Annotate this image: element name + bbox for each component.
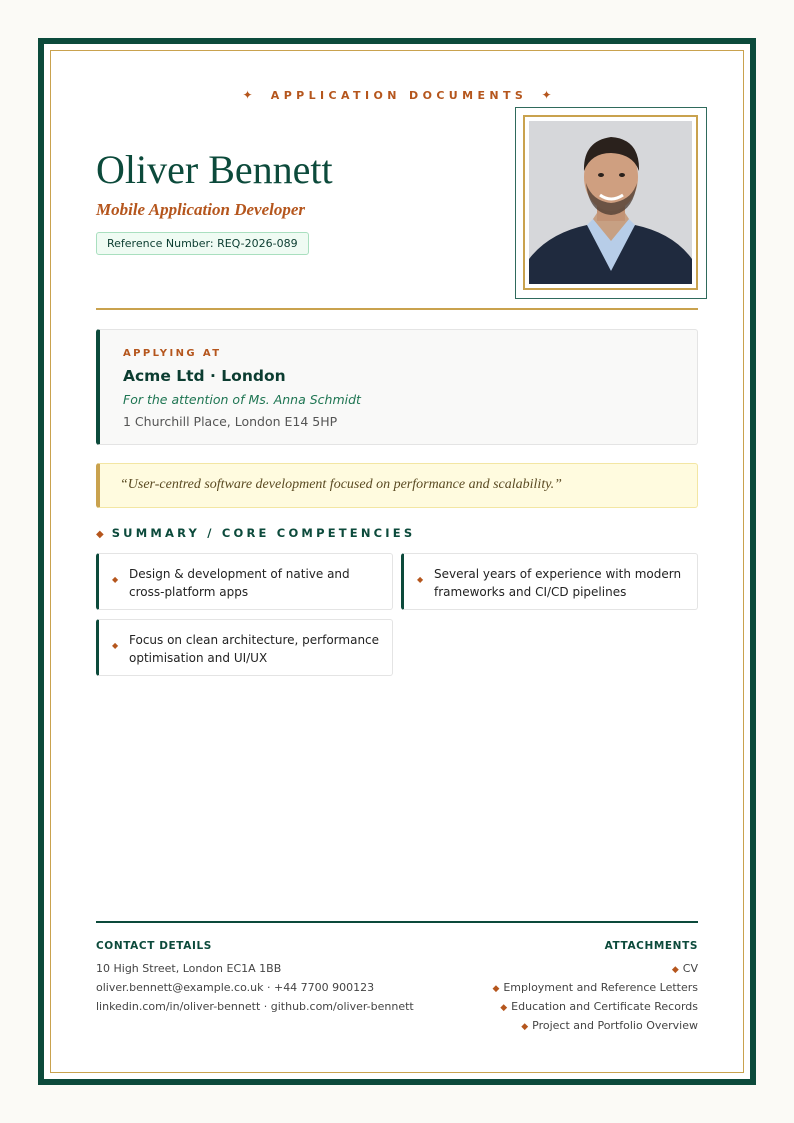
diamond-icon: ◆	[112, 575, 119, 584]
quote-text: “User-centred software development focused on performance and scalability.”	[120, 477, 562, 492]
contact-address: 10 High Street, London EC1A 1BB	[96, 962, 282, 975]
applying-attention: For the attention of Ms. Anna Schmidt	[123, 392, 361, 407]
competency-text: Several years of experience with modern frameworks and CI/CD pipelines	[434, 567, 682, 599]
applying-card	[96, 329, 698, 445]
attachment-label: CV	[682, 962, 698, 975]
contact-links[interactable]: linkedin.com/in/oliver-bennett · github.com/oliver-bennett	[96, 1000, 414, 1013]
competencies-title-text: SUMMARY / CORE COMPETENCIES	[111, 526, 416, 540]
applicant-role: Mobile Application Developer	[96, 200, 306, 219]
footer-divider	[96, 921, 698, 923]
eyebrow	[96, 88, 698, 102]
attachment-item	[492, 981, 698, 994]
diamond-icon: ◆	[671, 965, 679, 975]
diamond-icon: ◆	[112, 641, 119, 650]
diamond-icon: ◆	[417, 575, 424, 584]
competency-text: Focus on clean architecture, performance optimisation and UI/UX	[129, 633, 380, 665]
competency-card	[96, 619, 393, 676]
applying-address: 1 Churchill Place, London E14 5HP	[123, 414, 338, 429]
diamond-icon: ◆	[500, 1003, 508, 1013]
competency-text: Design & development of native and cross-platform apps	[129, 567, 350, 599]
diamond-icon: ◆	[521, 1022, 529, 1032]
contact-email-phone[interactable]: oliver.bennett@example.co.uk · +44 7700 900123	[96, 981, 375, 994]
contact-title: CONTACT DETAILS	[96, 940, 212, 952]
quote-box	[96, 463, 698, 508]
applicant-name: Oliver Bennett	[96, 147, 333, 192]
diamond-icon: ◆	[96, 529, 104, 540]
attachment-label: Education and Certificate Records	[511, 1000, 698, 1013]
sparkle-icon: ✦	[242, 88, 253, 102]
attachments-title: ATTACHMENTS	[604, 940, 698, 952]
attachment-item	[672, 962, 698, 975]
attachment-item	[500, 1000, 698, 1013]
diamond-icon: ◆	[492, 984, 500, 994]
reference-badge: Reference Number: REQ-2026-089	[96, 232, 309, 255]
competencies-title	[96, 526, 415, 540]
header-divider	[96, 308, 698, 310]
sparkle-icon: ✦	[541, 88, 552, 102]
applying-company: Acme Ltd · London	[123, 367, 286, 385]
eyebrow-label: APPLICATION DOCUMENTS	[270, 89, 528, 102]
competency-card	[96, 553, 393, 610]
attachment-item	[521, 1019, 698, 1032]
attachment-label: Employment and Reference Letters	[503, 981, 698, 994]
attachment-label: Project and Portfolio Overview	[532, 1019, 698, 1032]
applying-label: APPLYING AT	[123, 348, 222, 359]
photo-frame	[515, 107, 707, 299]
photo-inner-frame	[523, 115, 698, 290]
competency-card	[401, 553, 698, 610]
applicant-photo	[529, 121, 692, 284]
